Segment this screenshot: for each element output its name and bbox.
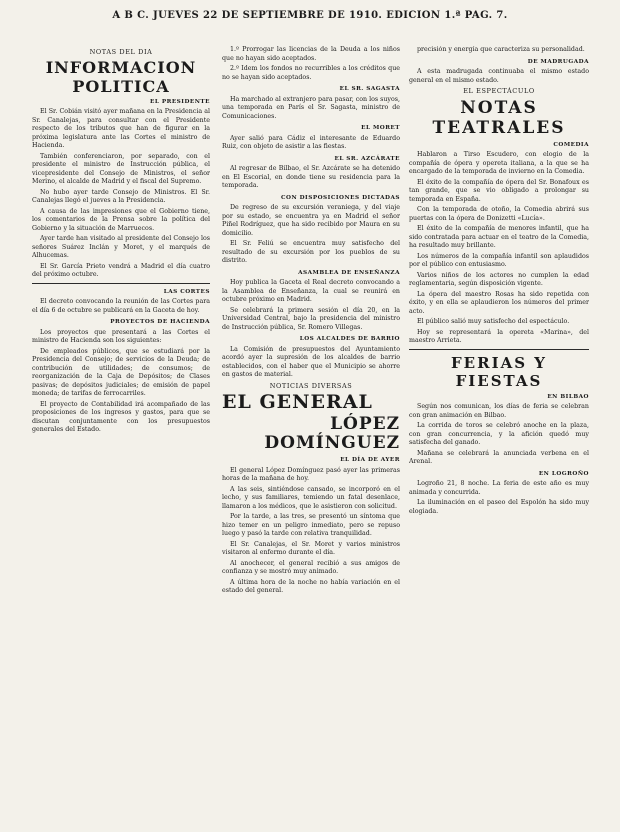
paragraph: Hoy publica la Gaceta el Real decreto convocando a la Asamblea de Enseñanza, la cual se reunirá en octubre próximo en Madrid. bbox=[222, 279, 400, 303]
subhead-disposiciones: CON DISPOSICIONES DICTADAS bbox=[280, 194, 400, 201]
subhead-cortes: LAS CORTES bbox=[163, 288, 210, 295]
subhead-madrugada: DE MADRUGADA bbox=[527, 58, 589, 65]
paragraph: A las seis, sintiéndose cansado, se incorporó en el lecho, y sus familiares, temiendo un fatal desenlace, llamaron a los médicos, que le asistieron con solicitud. bbox=[222, 485, 400, 510]
paragraph: Logroño 21, 8 noche. La feria de este año es muy animada y concurrida. bbox=[409, 480, 589, 496]
paragraph: Hoy se representará la opereta «Marina», del maestro Arrieta. bbox=[409, 328, 589, 344]
divider bbox=[32, 283, 210, 284]
paragraph: El proyecto de Contabilidad irá acompañado de las proposiciones de los ingresos y gastos, para que se discutan conjuntamente con los presupuestos generales del Estado. bbox=[32, 400, 210, 433]
subhead-bilbao: EN BILBAO bbox=[547, 393, 589, 400]
paragraph: Ayer salió para Cádiz el interesante de Eduardo Ruiz, con objeto de asistir a las fiestas. bbox=[222, 134, 400, 150]
section-label: NOTICIAS DIVERSAS bbox=[269, 381, 353, 390]
headline-politica: POLITICA bbox=[72, 76, 170, 96]
subhead-logrono: EN LOGROÑO bbox=[538, 470, 589, 477]
paragraph: La corrida de toros se celebró anoche en la plaza, con gran concurrencia, y la afición quedó muy satisfecha del ganado. bbox=[409, 422, 589, 446]
paragraph: De regreso de su excursión veraniega, y del viaje por su estado, se encuentra ya en Madrid el señor Piñel Rodríguez, que ha sido recibido por Maura en su domicilio. bbox=[222, 204, 400, 237]
page-header: A B C. JUEVES 22 DE SEPTIEMBRE DE 1910. EDICION 1.ª PAG. 7. bbox=[112, 10, 508, 21]
paragraph: 2.º Idem los fondos no recurribles a los créditos que no se hayan sido aceptados. bbox=[222, 65, 400, 81]
paragraph: A esta madrugada continuaba el mismo estado general en el mismo estado. bbox=[409, 68, 589, 84]
paragraph: Los proyectos que presentará a las Cortes el ministro de Hacienda son los siguientes: bbox=[32, 328, 210, 344]
headline-lopez-dominguez: LÓPEZ DOMÍNGUEZ bbox=[264, 414, 400, 453]
paragraph: El éxito de la compañía de ópera del Sr. Bonafoux es tan grande, que se vio obligado a prolongar su temporada en España. bbox=[409, 178, 589, 203]
paragraph: Al anochecer, el general recibió a sus amigos de confianza y se mostró muy animado. bbox=[222, 559, 400, 575]
paragraph: También conferenciaron, por separado, con el presidente el ministro de Instrucción pública, el vicepresidente del Consejo de Ministros, el señor Merino, el alcalde de Madrid y el fiscal del Supremo. bbox=[32, 152, 210, 185]
section-label: EL ESPECTÁCULO bbox=[463, 87, 535, 95]
paragraph: El Sr. Cobián visitó ayer mañana en la Presidencia al Sr. Canalejas, para consultar con el Presidente respecto de los tributos que han de figurar en la próxima legislatura ante las Cortes el ministro de Hacienda. bbox=[32, 108, 210, 149]
section-label: NOTAS DEL DIA bbox=[89, 48, 153, 56]
subhead-presidente: EL PRESIDENTE bbox=[150, 98, 210, 105]
paragraph: Varios niños de los actores no cumplen la edad reglamentaria, según disposición vigente. bbox=[409, 271, 589, 287]
headline-informacion: INFORMACION bbox=[45, 57, 197, 77]
paragraph: La Comisión de presupuestos del Ayuntamiento acordó ayer la supresión de los alcaldes de barrio establecidos, con el haber que el Municipio se ahorre en gastos de material. bbox=[222, 345, 400, 378]
divider bbox=[409, 349, 589, 350]
paragraph: Al regresar de Bilbao, el Sr. Azcárate se ha detenido en El Escorial, en donde tiene su residencia para la temporada. bbox=[222, 165, 400, 189]
paragraph: El Sr. García Prieto vendrá a Madrid el día cuatro del próximo octubre. bbox=[32, 262, 210, 278]
headline-el-general: EL GENERAL bbox=[222, 391, 373, 413]
paragraph: A causa de las impresiones que el Gobierno tiene, los comentarios de la Prensa sobre la política del Gobierno y la situación de Marruecos. bbox=[32, 207, 210, 232]
paragraph: De empleados públicos, que se estudiará por la Presidencia del Consejo; de servicios de la Deuda; de contribución de utilidades; de consumos; de reorganización de la Caja de Depósitos; de Clases pasivas; de depósitos judiciales; de emisión de papel moneda; de tarifas de ferrocarriles. bbox=[32, 347, 210, 397]
paragraph: El Sr. Feliú se encuentra muy satisfecho del resultado de su excursión por los pueblos de su distrito. bbox=[222, 240, 400, 264]
subhead-sagasta: EL SR. SAGASTA bbox=[339, 86, 400, 92]
paragraph: Se celebrará la primera sesión el día 20, en la Universidad Central, bajo la presidencia del ministro de Instrucción pública, Sr. Romero Villegas. bbox=[222, 306, 400, 331]
paragraph: El Sr. Canalejas, el Sr. Moret y varios ministros visitaron al enfermo durante el día. bbox=[222, 540, 400, 556]
paragraph: Ayer tarde han visitado al presidente del Consejo los señores Suárez Inclán y Moret, y el marqués de Alhucemas. bbox=[32, 235, 210, 259]
headline-ferias-fiestas: FERIAS Y FIESTAS bbox=[451, 353, 547, 390]
paragraph: Con la temporada de otoño, la Comedia abrirá sus puertas con la ópera de Donizetti «Lucía». bbox=[409, 206, 589, 222]
paragraph: Según nos comunican, los días de feria se celebran con gran animación en Bilbao. bbox=[409, 403, 589, 419]
column-2 bbox=[222, 46, 400, 832]
paragraph: El público salió muy satisfecho del espectáculo. bbox=[417, 318, 570, 325]
paragraph: La iluminación en el paseo del Espolón ha sido muy elogiada. bbox=[409, 499, 589, 515]
subhead-dia-ayer: EL DÍA DE AYER bbox=[340, 457, 400, 463]
paragraph: A última hora de la noche no había variación en el estado del general. bbox=[222, 578, 400, 594]
column-3 bbox=[409, 46, 589, 832]
subhead-comedia: COMEDIA bbox=[553, 141, 589, 148]
subhead-azcarate: EL SR. AZCÁRATE bbox=[334, 155, 400, 162]
subhead-alcaldes: LOS ALCALDES DE BARRIO bbox=[299, 336, 400, 342]
subhead-hacienda: PROYECTOS DE HACIENDA bbox=[110, 319, 210, 325]
headline-notas-teatrales: NOTAS TEATRALES bbox=[432, 97, 566, 138]
subhead-asamblea: ASAMBLEA DE ENSEÑANZA bbox=[298, 269, 400, 276]
paragraph: Por la tarde, a las tres, se presentó un síntoma que hizo temer en un peligro inmediato, pero se repuso luego y pasó la tarde con relativa tranquilidad. bbox=[222, 513, 400, 537]
paragraph: El éxito de la compañía de menores infantil, que ha sido contratada para actuar en el teatro de la Comedia, ha resultado muy brillante. bbox=[409, 225, 589, 249]
subhead-moret: EL MORET bbox=[361, 125, 400, 131]
paragraph: Mañana se celebrará la anunciada verbena en el Arenal. bbox=[409, 449, 589, 465]
column-1 bbox=[32, 46, 210, 832]
paragraph: El decreto convocando la reunión de las Cortes para el día 6 de octubre se publicará en la Gaceta de hoy. bbox=[32, 298, 210, 314]
paragraph: 1.º Prorrogar las licencias de la Deuda a los niños que no hayan sido aceptados. bbox=[222, 46, 400, 62]
paragraph: No hubo ayer tarde Consejo de Ministros. El Sr. Canalejas llegó el jueves a la Presidencia. bbox=[32, 188, 210, 204]
paragraph: Los números de la compañía infantil son aplaudidos por el público con entusiasmo. bbox=[409, 252, 589, 268]
paragraph: La ópera del maestro Rosas ha sido repetida con éxito, y en ella se aplaudieron los números del primer acto. bbox=[409, 290, 589, 315]
paragraph: Hablaron a Tirso Escudero, con elogio de la compañía de ópera y opereta italiana, a la que se ha encargado de la temporada de invierno en la Comedia. bbox=[409, 151, 589, 175]
paragraph: Ha marchado al extranjero para pasar, con los suyos, una temporada en París el Sr. Sagasta, ministro de Comunicaciones. bbox=[222, 95, 400, 120]
paragraph: El general López Domínguez pasó ayer las primeras horas de la mañana de hoy. bbox=[222, 466, 400, 482]
paragraph: precisión y energía que caracteriza su personalidad. bbox=[417, 46, 585, 53]
